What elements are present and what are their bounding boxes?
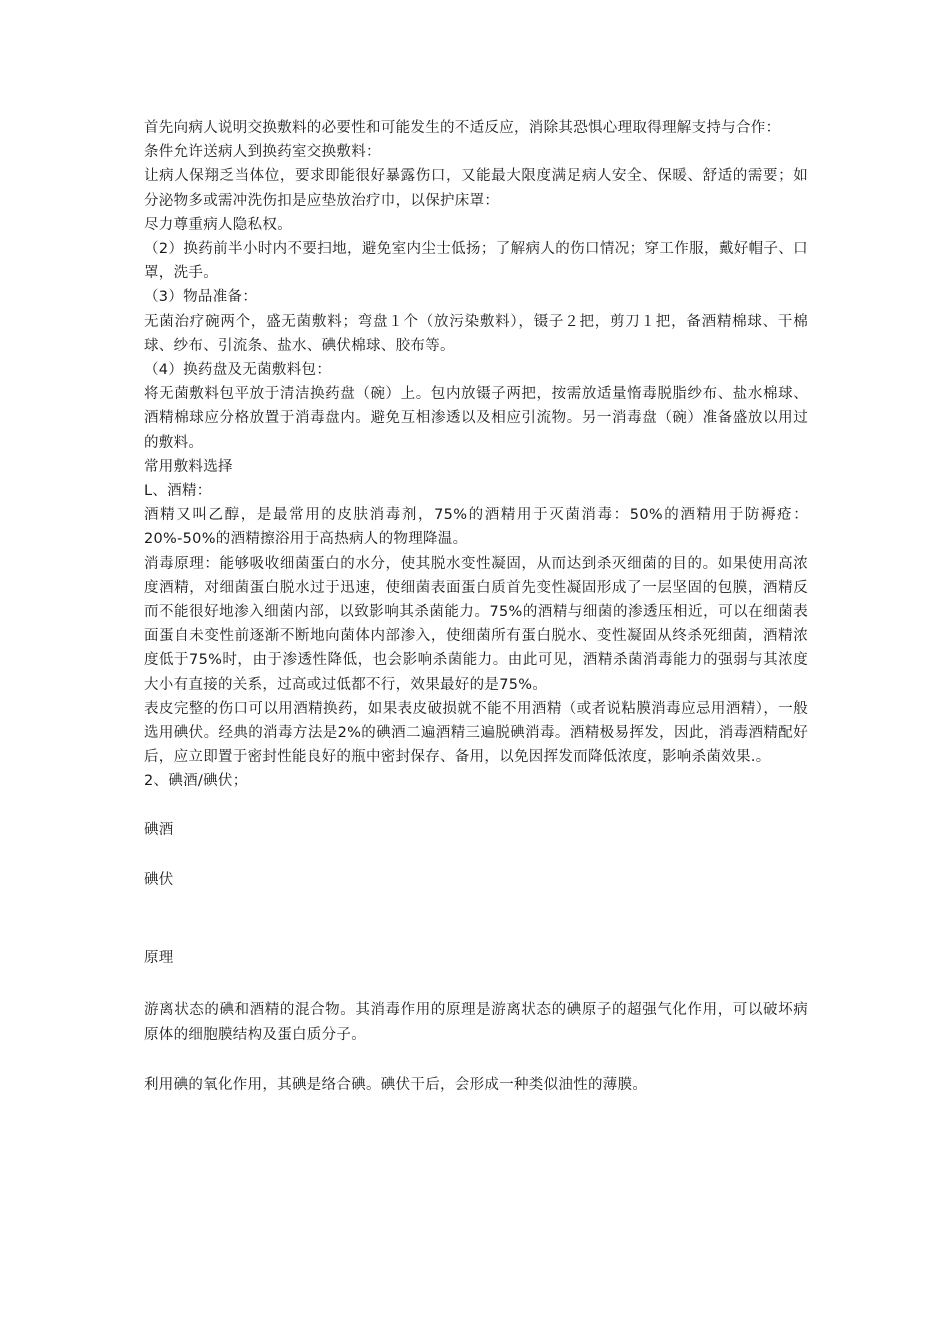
paragraph-sterile-pack: 将无菌敷料包平放于清洁换药盘（碗）上。包内放镊子两把，按需放适量惰毒脱脂纱布、盐水棉球、酒精棉球应分格放置于消毒盘内。避免互相渗透以及相应引流物。另一消毒盘（碗）准备盛放以用过的敷料。 <box>144 386 808 451</box>
paragraph-step-2: （2）换药前半小时内不要扫地，避免室内尘士低扬；了解病人的伤口情况；穿工作服，戴好帽子、口罩，洗手。 <box>144 241 808 282</box>
subheading-alcohol: L、酒精： <box>144 483 212 500</box>
label-principle: 原理 <box>144 950 174 967</box>
subheading-iodine: 2、碘酒/碘伏； <box>144 773 248 790</box>
paragraph-explain-to-patient: 首先向病人说明交换敷料的必要性和可能发生的不适反应，消除其恐惧心理取得理解支持与合作： <box>144 120 781 136</box>
paragraph-disinfection-principle: 消毒原理：能够吸收细菌蛋白的水分，使其脱水变性凝固，从而达到杀灭细菌的目的。如果使用高浓度酒精，对细菌蛋白脱水过于迅速，使细菌表面蛋白质首先变性凝固形成了一层坚固的包膜，酒精反而不能很好地渗入细菌内部，以致影响其杀菌能力。75%的酒精与细菌的渗透压相近，可以在细菌表面蛋自未变性前逐渐不断地向菌体内部渗入，使细菌所有蛋白脱水、变性凝固从终杀死细菌，酒精浓度低于75%时，由于渗透性降低，也会影响杀菌能力。由此可见，酒精杀菌消毒能力的强弱与其浓度大小有直接的关系，过高或过低都不行，效果最好的是75%。 <box>144 555 808 693</box>
paragraph-alcohol-usage: 表皮完整的伤口可以用酒精换药，如果表皮破损就不能不用酒精（或者说粘膜消毒应忌用酒精），一般选用碘伏。经典的消毒方法是2%的碘酒二遍酒精三遍脱碘消毒。酒精极易挥发，因此，消毒酒精配好后，应立即置于密封性能良好的瓶中密封保存、备用，以免因挥发而降低浓度，影响杀菌效果.。 <box>144 700 808 766</box>
paragraph-step-3-heading: （3）物品准备： <box>144 289 258 306</box>
paragraph-supplies: 无菌治疗碗两个，盛无菌敷料；弯盘１个（放污染敷料），镊子２把，剪刀１把，备酒精棉球、干棉球、纱布、引流条、盐水、碘伏棉球、胶布等。 <box>144 313 808 354</box>
paragraph-privacy: 尽力尊重病人隐私权。 <box>144 216 292 233</box>
label-iodine-tincture: 碘酒 <box>144 821 174 838</box>
section-heading-dressing-selection: 常用敷料选择 <box>144 458 233 475</box>
paragraph-alcohol-intro: 酒精又叫乙醇，是最常用的皮肤消毒剂，75%的酒精用于灭菌消毒：50%的酒精用于防褥疮：20%-50%的酒精擦浴用于高热病人的物理降温。 <box>144 507 808 548</box>
paragraph-dressing-room: 条件允许送病人到换药室交换敷料： <box>144 144 381 161</box>
paragraph-iodine-tincture-principle: 游离状态的碘和酒精的混合物。其消毒作用的原理是游离状态的碘原子的超强气化作用，可以破坏病原体的细胞膜结构及蛋白质分子。 <box>144 1002 808 1043</box>
document-body <box>144 116 808 1097</box>
paragraph-patient-position: 让病人保翔乏当体位，要求即能很好暴露伤口，又能最大限度满足病人安全、保暖、舒适的需要；如分泌物多或需冲洗伤扣是应垫放治疗巾，以保护床罩： <box>144 168 808 209</box>
paragraph-step-4-heading: （4）换药盘及无菌敷料包： <box>144 362 332 379</box>
paragraph-povidone-principle: 利用碘的氧化作用，其碘是络合碘。碘伏干后，会形成一种类似油性的薄膜。 <box>144 1076 648 1093</box>
label-povidone-iodine: 碘伏 <box>144 871 174 888</box>
